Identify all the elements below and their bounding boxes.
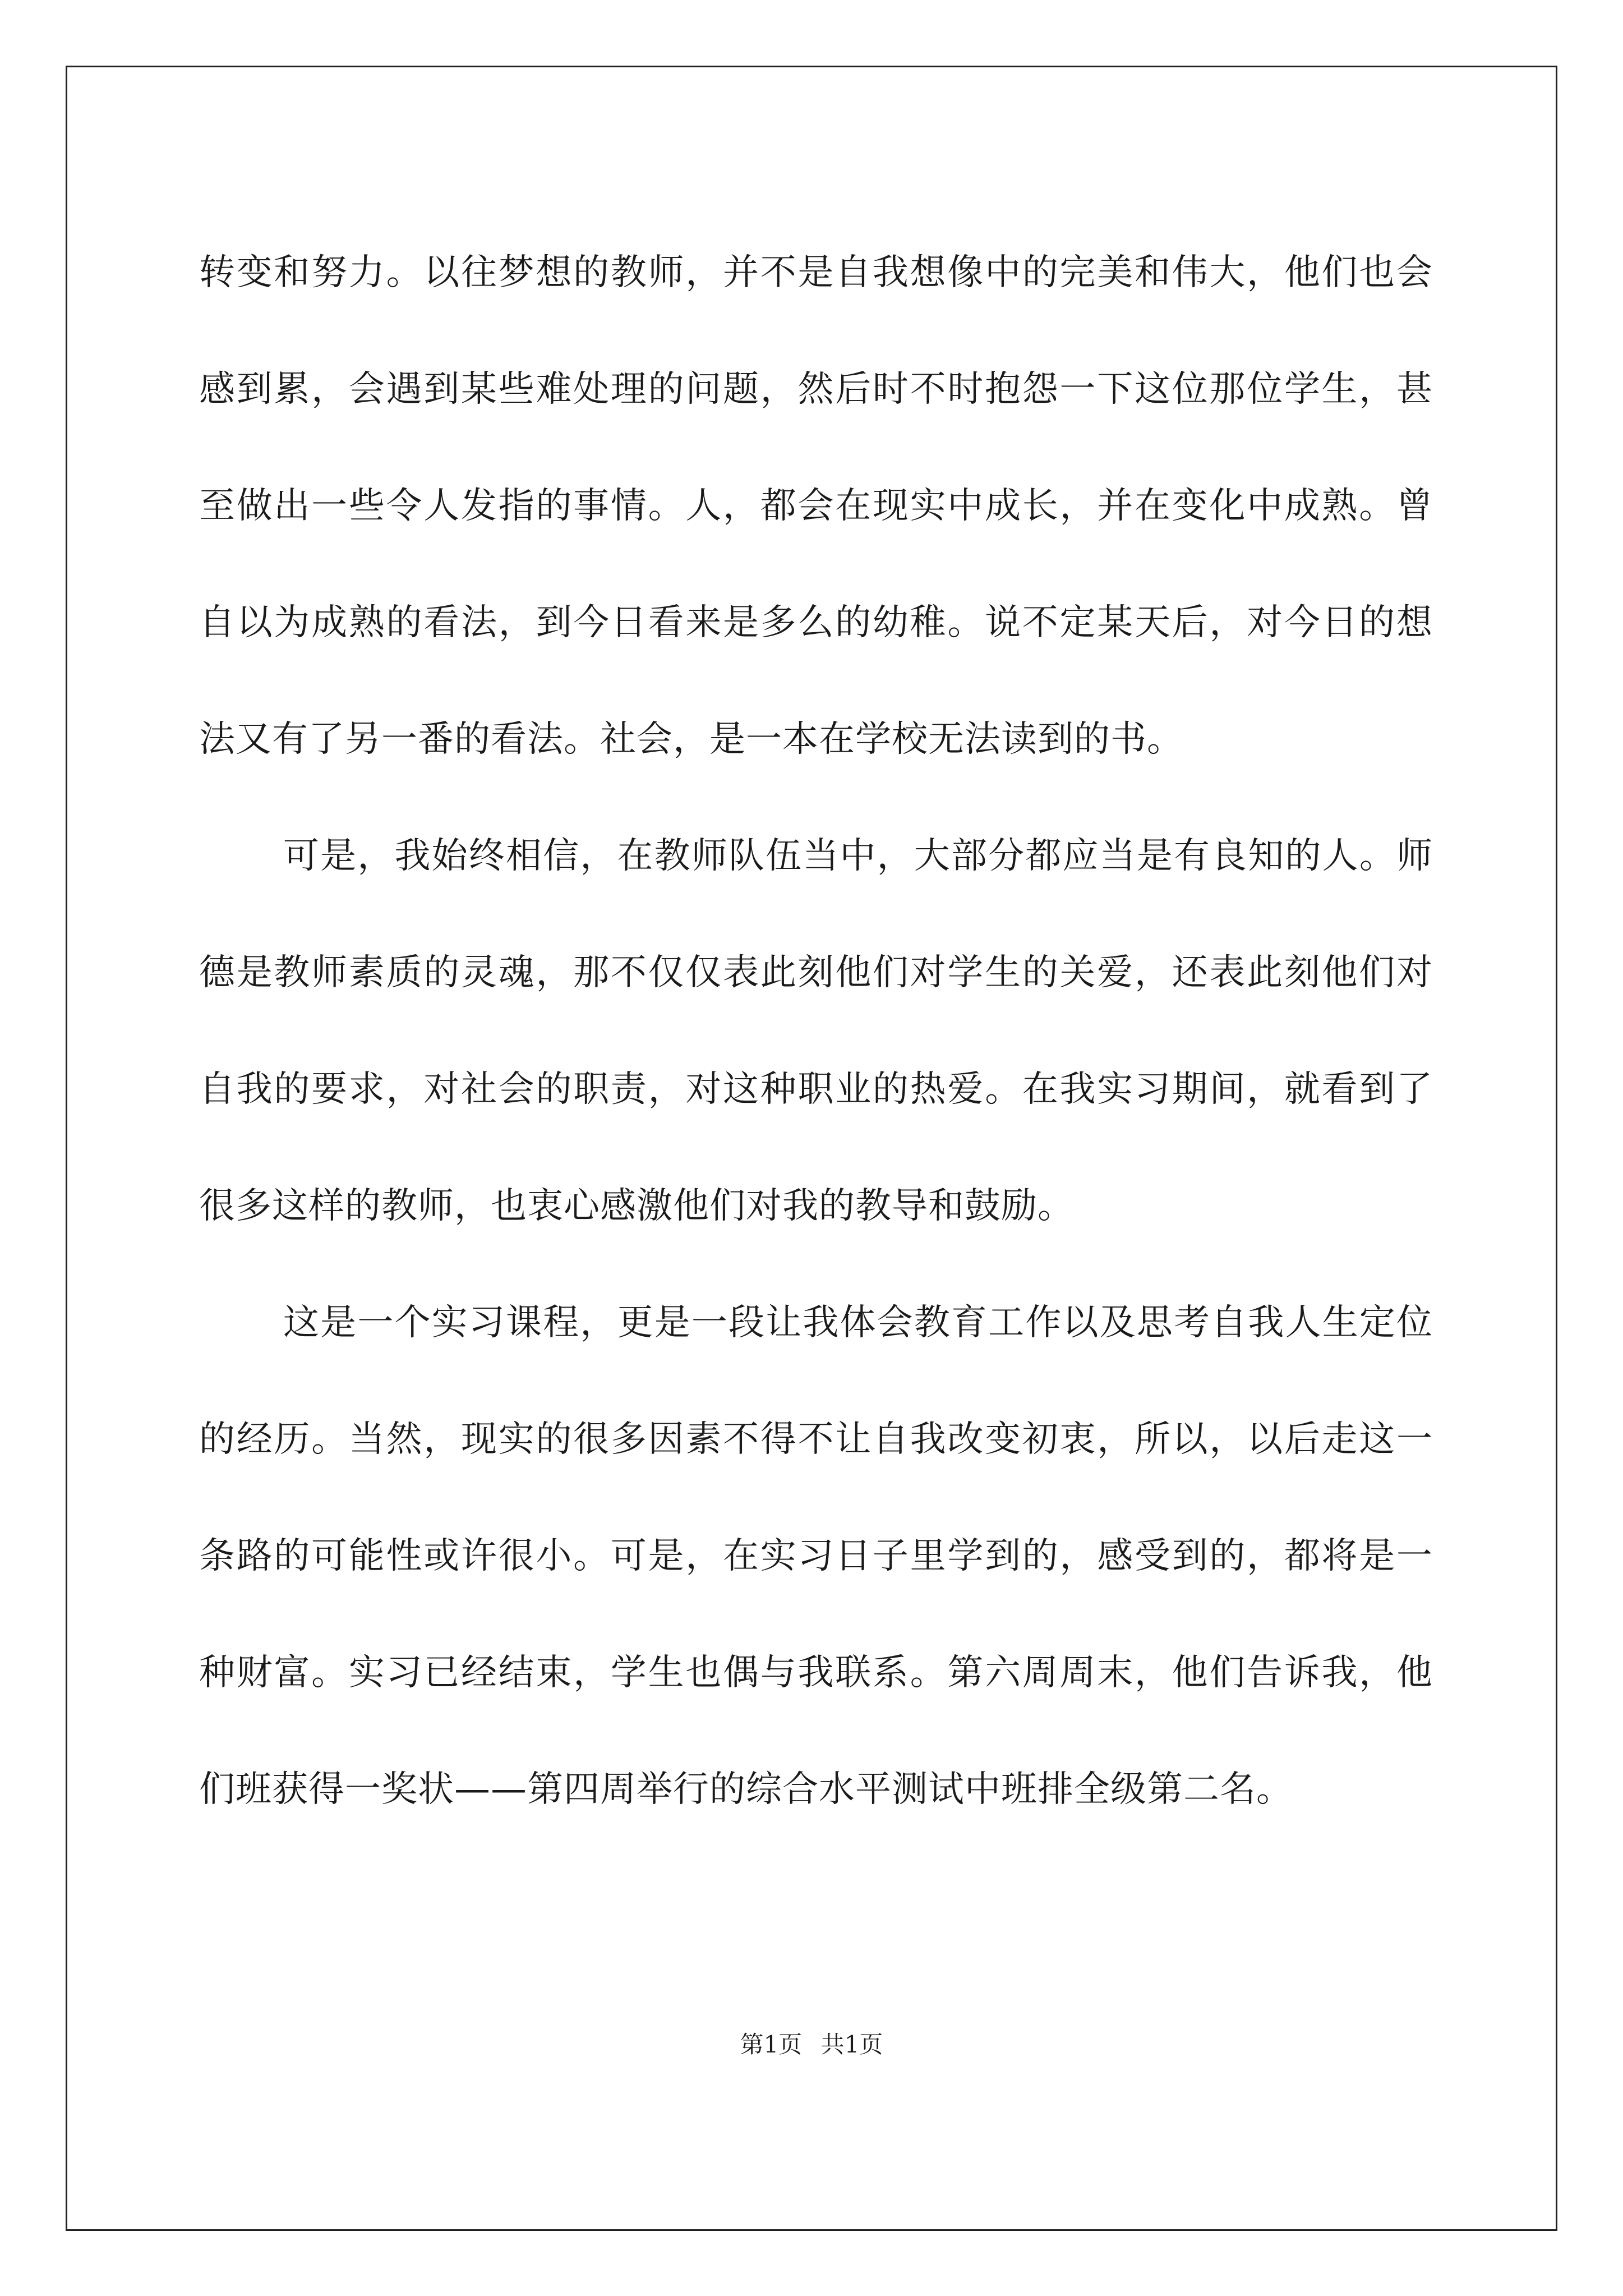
page-total: 共1页	[820, 2031, 883, 2058]
page-number: 第1页	[740, 2031, 803, 2058]
paragraph-2: 可是，我始终相信，在教师队伍当中，大部分都应当是有良知的人。师德是教师素质的灵魂，那不仅仅表此刻他们对学生的关爱，还表此刻他们对自我的要求，对社会的职责，对这种职业的热爱。在我实习期间，就看到了很多这样的教师，也衷心感激他们对我的教导和鼓励。	[199, 835, 1433, 1227]
page-footer	[0, 2026, 1623, 2060]
document-body	[199, 214, 1433, 1848]
paragraph-3: 这是一个实习课程，更是一段让我体会教育工作以及思考自我人生定位的经历。当然，现实的很多因素不得不让自我改变初衷，所以，以后走这一条路的可能性或许很小。可是，在实习日子里学到的，感受到的，都将是一种财富。实习已经结束，学生也偶与我联系。第六周周末，他们告诉我，他们班获得一奖状——第四周举行的综合水平测试中班排全级第二名。	[199, 1302, 1433, 1810]
paragraph-1: 转变和努力。以往梦想的教师，并不是自我想像中的完美和伟大，他们也会感到累，会遇到某些难处理的问题，然后时不时抱怨一下这位那位学生，甚至做出一些令人发指的事情。人，都会在现实中成长，并在变化中成熟。曾自以为成熟的看法，到今日看来是多么的幼稚。说不定某天后，对今日的想法又有了另一番的看法。社会，是一本在学校无法读到的书。	[199, 252, 1433, 760]
